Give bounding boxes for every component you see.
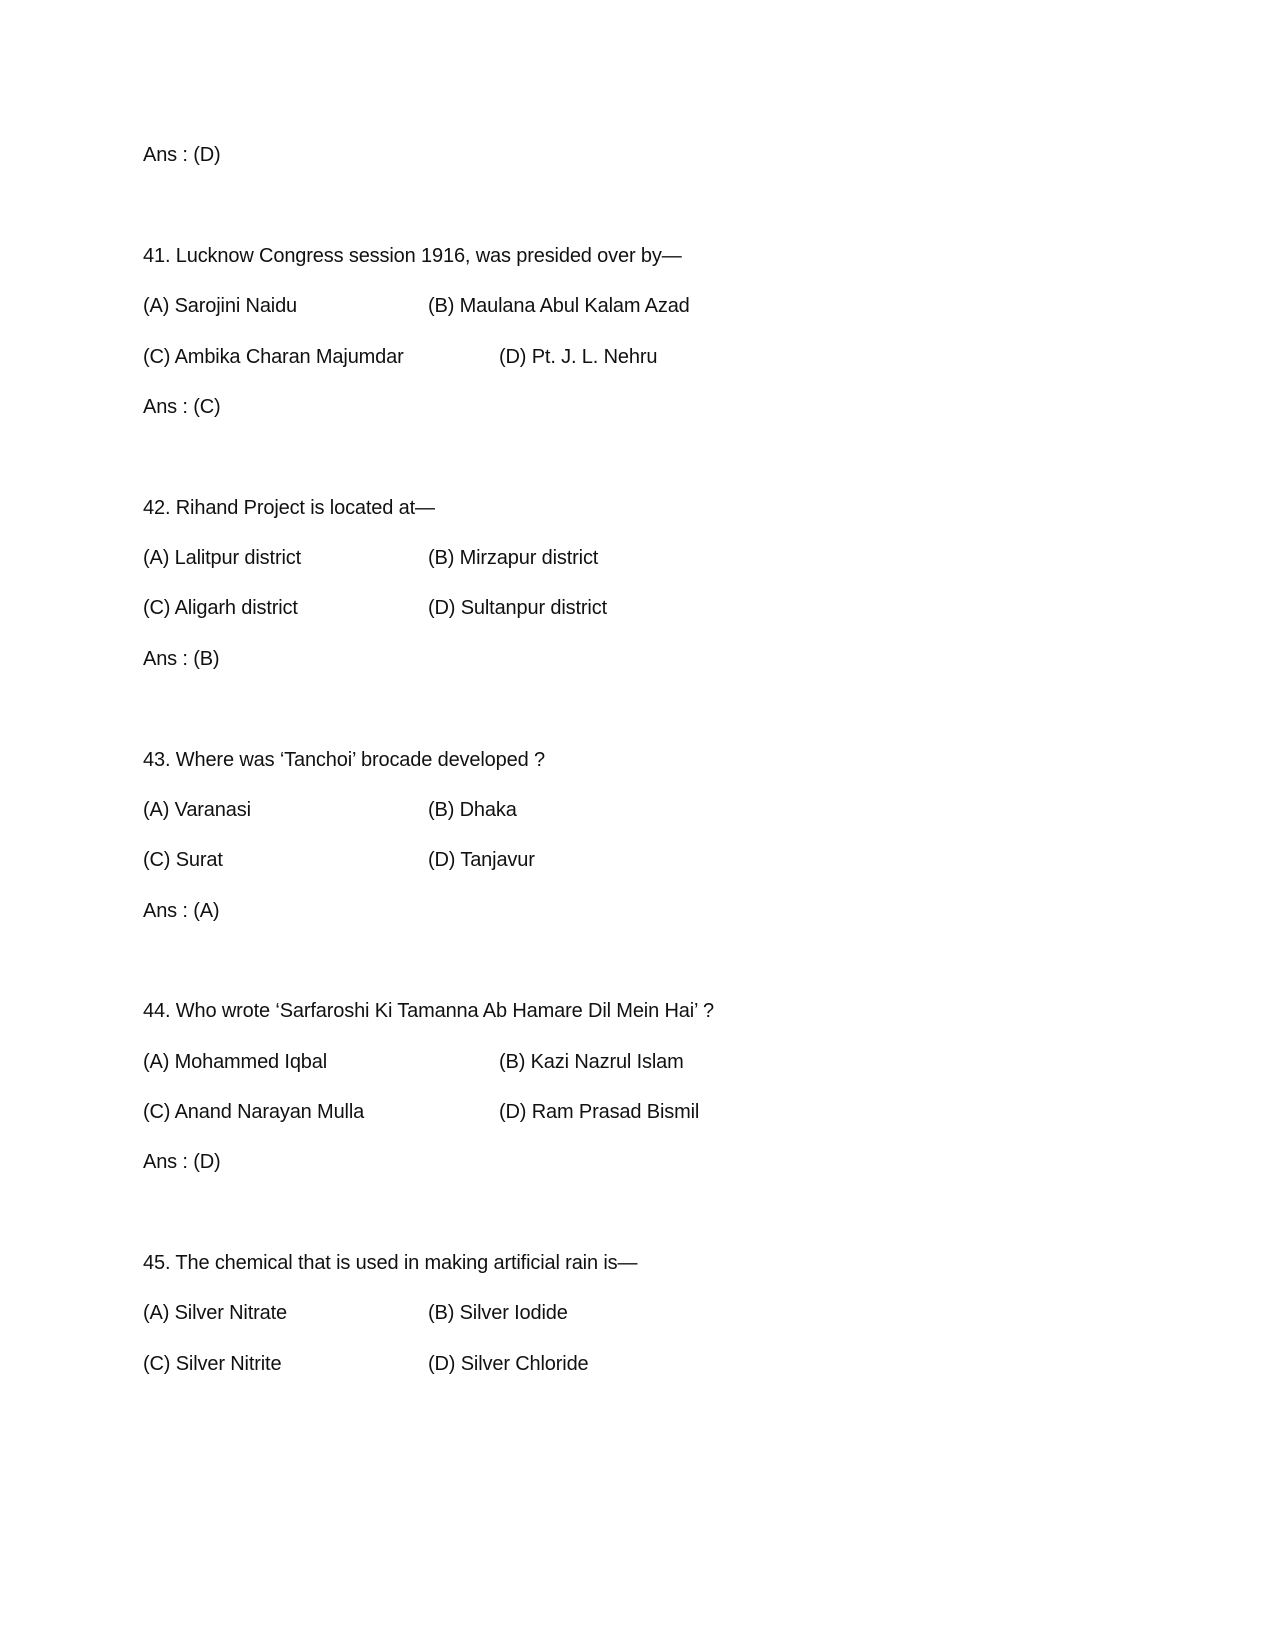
option-d: (D) Tanjavur <box>428 849 535 871</box>
option-c: (C) Aligarh district <box>143 597 298 619</box>
option-b: (B) Dhaka <box>428 799 517 821</box>
option-b: (B) Kazi Nazrul Islam <box>499 1051 684 1073</box>
option-b: (B) Mirzapur district <box>428 547 599 569</box>
option-a: (A) Varanasi <box>143 799 251 821</box>
option-d: (D) Pt. J. L. Nehru <box>499 346 658 368</box>
answer: Ans : (C) <box>143 396 221 418</box>
option-b: (B) Maulana Abul Kalam Azad <box>428 295 690 317</box>
answer: Ans : (D) <box>143 1151 221 1173</box>
question-text: 44. Who wrote ‘Sarfaroshi Ki Tamanna Ab Hamare Dil Mein Hai’ ? <box>143 1000 714 1022</box>
option-d: (D) Ram Prasad Bismil <box>499 1101 700 1123</box>
option-c: (C) Surat <box>143 849 223 871</box>
question-text: 43. Where was ‘Tanchoi’ brocade developed ? <box>143 749 545 771</box>
option-b: (B) Silver Iodide <box>428 1302 568 1324</box>
option-c: (C) Anand Narayan Mulla <box>143 1101 365 1123</box>
option-c: (C) Ambika Charan Majumdar <box>143 346 404 368</box>
option-c: (C) Silver Nitrite <box>143 1353 282 1375</box>
previous-answer: Ans : (D) <box>143 144 221 166</box>
option-a: (A) Mohammed Iqbal <box>143 1051 328 1073</box>
answer: Ans : (A) <box>143 900 220 922</box>
question-text: 41. Lucknow Congress session 1916, was presided over by— <box>143 245 682 267</box>
question-text: 45. The chemical that is used in making artificial rain is— <box>143 1252 638 1274</box>
option-d: (D) Sultanpur district <box>428 597 607 619</box>
answer: Ans : (B) <box>143 648 220 670</box>
question-text: 42. Rihand Project is located at— <box>143 497 435 519</box>
option-a: (A) Sarojini Naidu <box>143 295 298 317</box>
option-a: (A) Silver Nitrate <box>143 1302 287 1324</box>
option-a: (A) Lalitpur district <box>143 547 302 569</box>
option-d: (D) Silver Chloride <box>428 1353 589 1375</box>
